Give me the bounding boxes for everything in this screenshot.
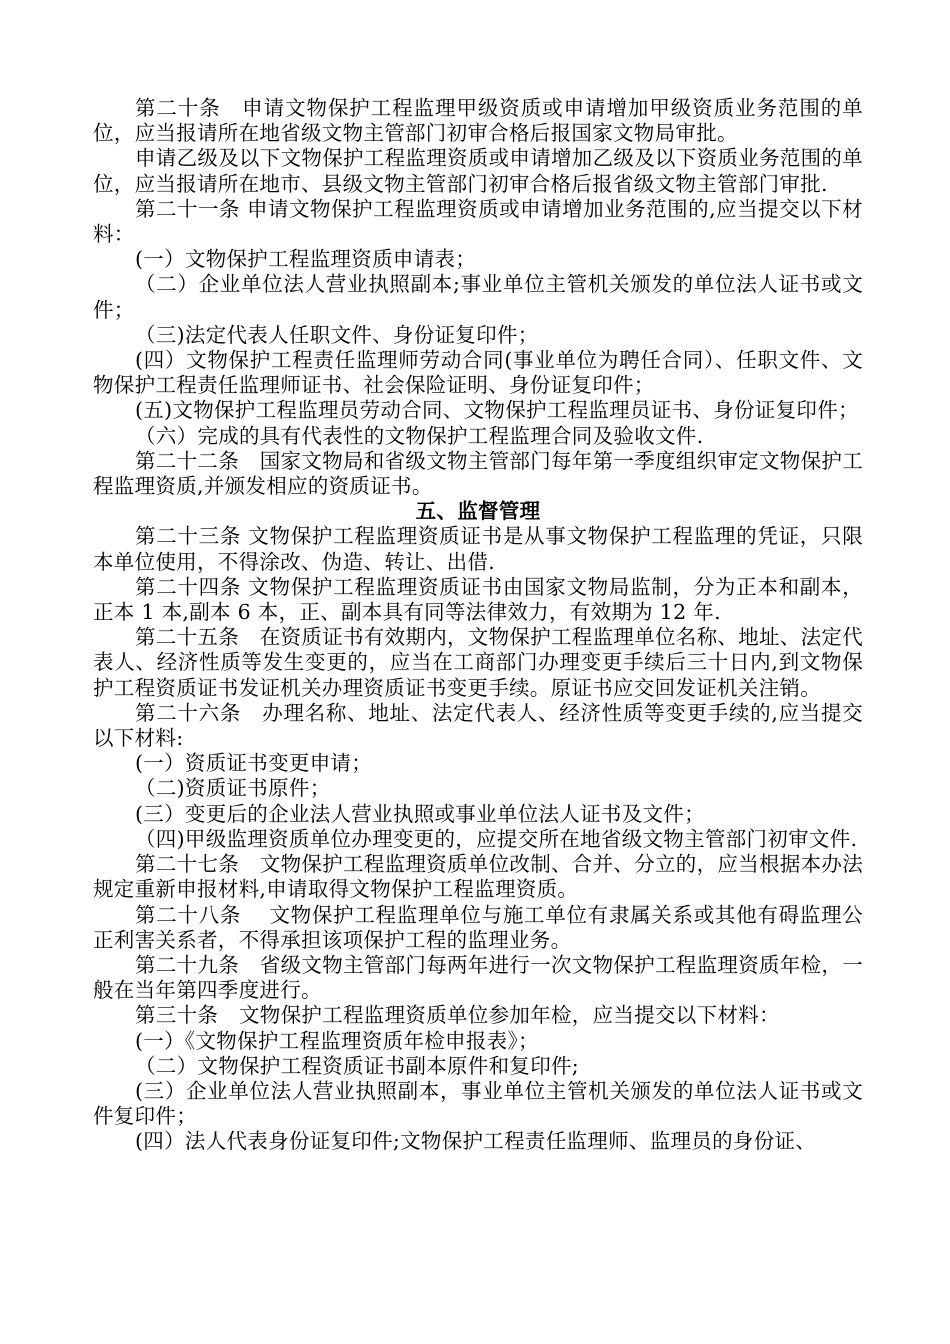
list-item: (三）变更后的企业法人营业执照或事业单位法人证书及文件；	[135, 801, 705, 826]
article-30: 第三十条 文物保护工程监理资质单位参加年检，应当提交以下材料：	[135, 1003, 780, 1028]
article-29: 第二十九条 省级文物主管部门每两年进行一次文物保护工程监理资质年检，一般在当年第四季度进行。	[93, 952, 863, 1003]
list-item: （六）完成的具有代表性的文物保护工程监理合同及验收文件.	[135, 423, 704, 448]
list-item: (四）文物保护工程责任监理师劳动合同(事业单位为聘任合同）、任职文件、文物保护工程责任监理师证书、社会保险证明、身份证复印件；	[93, 348, 863, 398]
article-21: 第二十一条 申请文物保护工程监理资质或申请增加业务范围的,应当提交以下材料：	[93, 196, 863, 247]
article-25: 第二十五条 在资质证书有效期内，文物保护工程监理单位名称、地址、法定代表人、经济性质等发生变更的，应当在工商部门办理变更手续后三十日内,到文物保护工程资质证书发证机关办理资质证书变更手续。原证书应交回发证机关注销。	[93, 625, 863, 700]
list-item: (一）文物保护工程监理资质申请表；	[135, 247, 477, 272]
article-28: 第二十八条 文物保护工程监理单位与施工单位有隶属关系或其他有碍监理公正利害关系者，不得承担该项保护工程的监理业务。	[93, 902, 863, 952]
article-22: 第二十二条 国家文物局和省级文物主管部门每年第一季度组织审定文物保护工程监理资质,并颁发相应的资质证书。	[93, 448, 863, 499]
list-item: （二）文物保护工程资质证书副本原件和复印件;	[135, 1053, 580, 1078]
list-item: (一）资质证书变更申请；	[135, 751, 373, 776]
list-item: (一）《文物保护工程监理资质年检申报表》；	[135, 1028, 539, 1053]
article-27: 第二十七条 文物保护工程监理资质单位改制、合并、分立的，应当根据本办法规定重新申报材料,申请取得文物保护工程监理资质。	[93, 852, 863, 902]
list-item: （二）企业单位法人营业执照副本;事业单位主管机关颁发的单位法人证书或文件；	[93, 272, 863, 322]
article-20: 第二十条 申请文物保护工程监理甲级资质或申请增加甲级资质业务范围的单位，应当报请所在地省级文物主管部门初审合格后报国家文物局审批。	[93, 96, 863, 146]
list-item: (三）企业单位法人营业执照副本，事业单位主管机关颁发的单位法人证书或文件复印件；	[93, 1078, 863, 1129]
article-26: 第二十六条 办理名称、地址、法定代表人、经济性质等变更手续的,应当提交以下材料:	[93, 700, 863, 751]
article-20-paragraph-2: 申请乙级及以下文物保护工程监理资质或申请增加乙级及以下资质业务范围的单位，应当报请所在地市、县级文物主管部门初审合格后报省级文物主管部门审批.	[93, 146, 863, 196]
list-item: (四）法人代表身份证复印件;文物保护工程责任监理师、监理员的身份证、	[135, 1129, 817, 1154]
list-item: (五)文物保护工程监理员劳动合同、文物保护工程监理员证书、身份证复印件；	[135, 398, 859, 423]
article-23: 第二十三条 文物保护工程监理资质证书是从事文物保护工程监理的凭证，只限本单位使用，不得涂改、伪造、转让、出借.	[93, 524, 863, 574]
article-24: 第二十四条 文物保护工程监理资质证书由国家文物局监制，分为正本和副本，正本 1 本,副本 6 本，正、副本具有同等法律效力，有效期为 12 年.	[93, 574, 863, 625]
document-body	[93, 96, 863, 1155]
list-item: （二)资质证书原件；	[135, 776, 331, 801]
list-item: （四)甲级监理资质单位办理变更的，应提交所在地省级文物主管部门初审文件.	[135, 826, 858, 851]
list-item: （三)法定代表人任职文件、身份证复印件；	[135, 322, 539, 347]
section-heading: 五、监督管理	[415, 499, 541, 524]
